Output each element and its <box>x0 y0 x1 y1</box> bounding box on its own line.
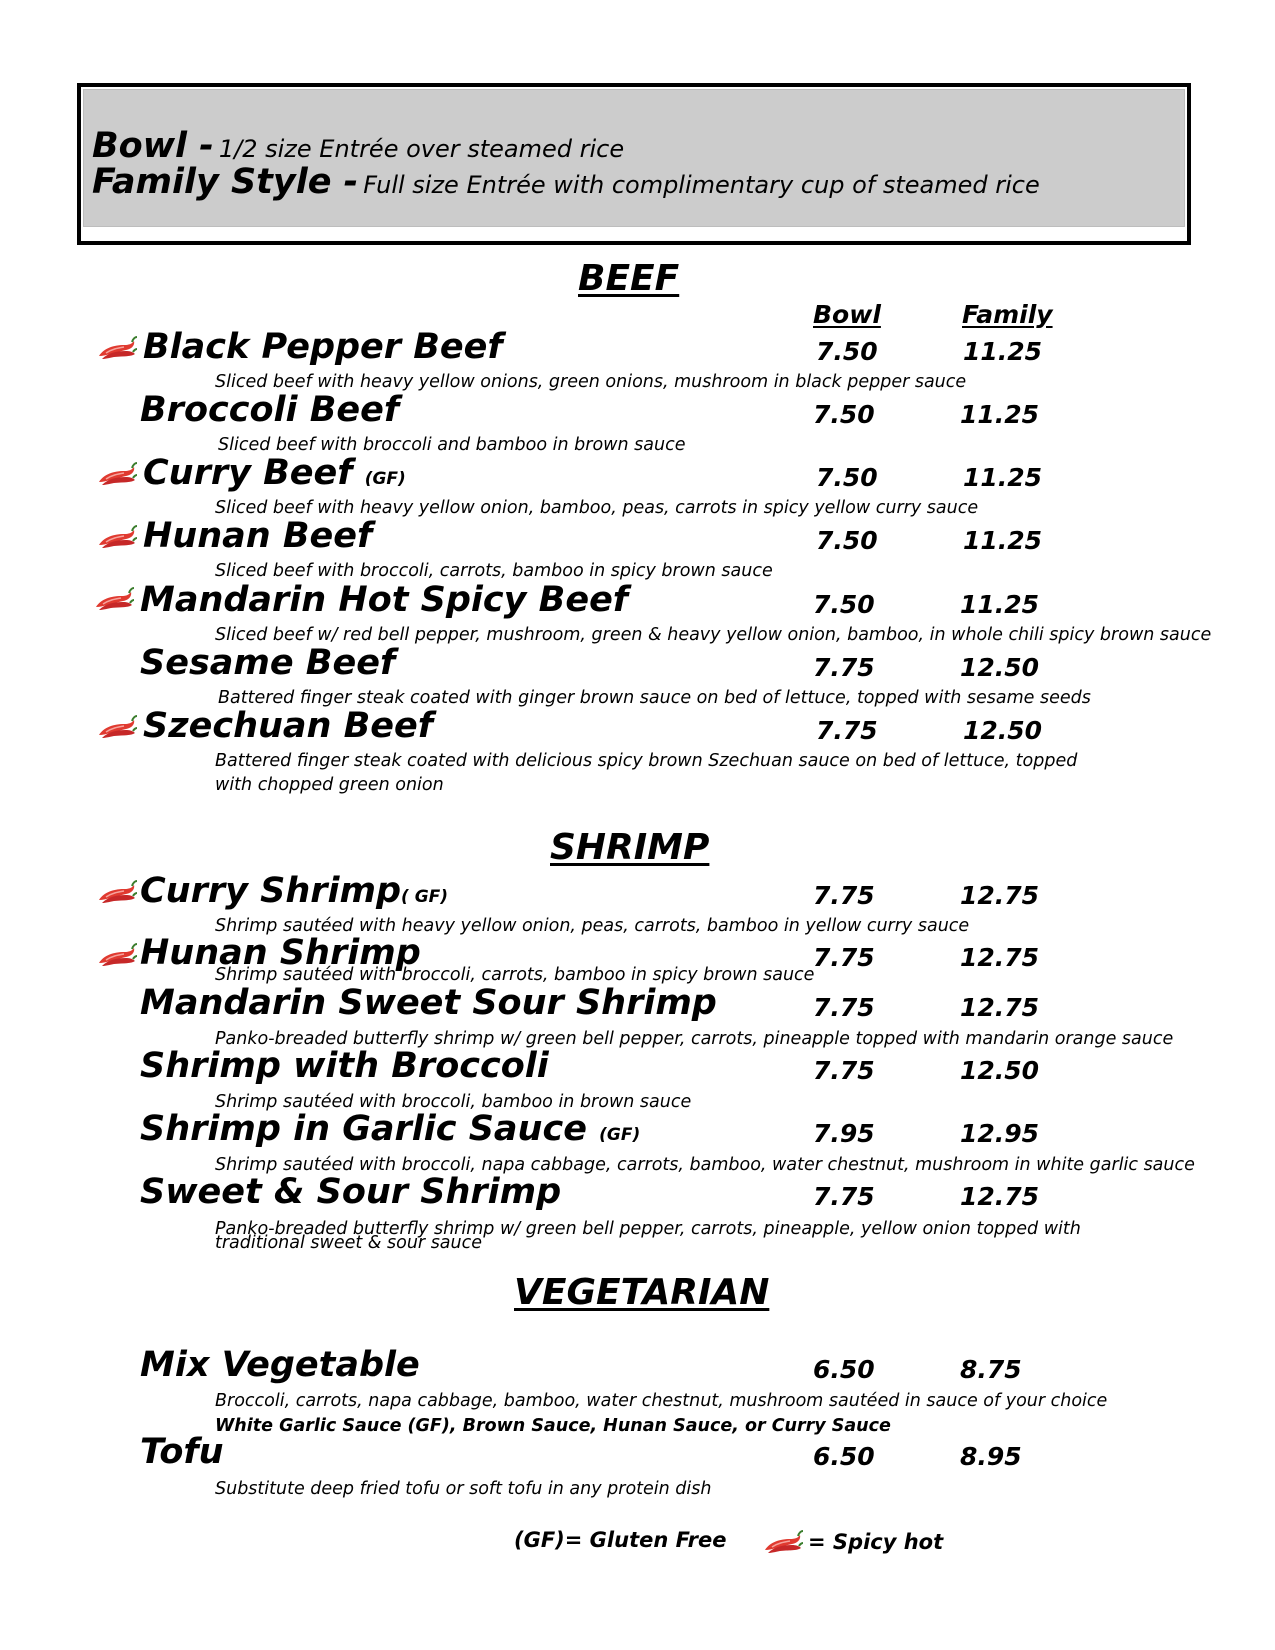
bowl-price: 6.50 <box>813 1355 875 1384</box>
item-name: Tofu <box>140 1432 224 1472</box>
family-price: 8.95 <box>960 1442 1022 1471</box>
sauce-options: White Garlic Sauce (GF), Brown Sauce, Hunan Sauce, or Curry Sauce <box>215 1416 891 1436</box>
bowl-price: 7.50 <box>813 590 875 619</box>
chili-pepper-icon <box>96 525 138 551</box>
item-description: Sliced beef with broccoli, carrots, bamboo in spicy brown sauce <box>215 561 773 581</box>
family-price: 11.25 <box>960 590 1040 619</box>
column-head-family: Family <box>962 300 1053 329</box>
item-description: Shrimp sautéed with broccoli, napa cabbage, carrots, bamboo, water chestnut, mushroom in white garlic sauce <box>215 1155 1195 1175</box>
bowl-price: 7.50 <box>816 337 878 366</box>
size-info-panel <box>83 89 1185 227</box>
item-name: Hunan Shrimp <box>140 933 421 973</box>
column-head-bowl: Bowl <box>813 300 881 329</box>
item-name <box>140 1109 640 1155</box>
item-description: Substitute deep fried tofu or soft tofu in any protein dish <box>215 1479 712 1499</box>
gluten-free-tag: (GF) <box>599 1125 641 1145</box>
gluten-free-tag: ( GF) <box>401 887 449 907</box>
item-name <box>143 453 406 499</box>
bowl-price: 7.75 <box>813 1182 875 1211</box>
chili-pepper-icon <box>93 587 135 613</box>
chili-pepper-icon <box>96 336 138 362</box>
bowl-price: 7.75 <box>816 716 878 745</box>
item-description: Battered finger steak coated with ginger brown sauce on bed of lettuce, topped with sesame seeds <box>218 688 1091 708</box>
family-price: 12.50 <box>960 653 1040 682</box>
item-description: Sliced beef with heavy yellow onion, bamboo, peas, carrots in spicy yellow curry sauce <box>215 498 979 518</box>
item-name: Black Pepper Beef <box>143 327 503 367</box>
section-title-shrimp: SHRIMP <box>550 827 710 868</box>
family-price: 8.75 <box>960 1355 1022 1384</box>
bowl-price: 7.75 <box>813 943 875 972</box>
bowl-price: 6.50 <box>813 1442 875 1471</box>
family-info <box>92 162 1040 202</box>
item-name: Shrimp with Broccoli <box>140 1046 549 1086</box>
item-name-text: Curry Shrimp <box>140 871 402 911</box>
item-name: Broccoli Beef <box>140 390 400 430</box>
item-name: Szechuan Beef <box>143 706 433 746</box>
family-price: 12.75 <box>960 993 1040 1022</box>
item-description: Battered finger steak coated with delicious spicy brown Szechuan sauce on bed of lettuce, topped with chopped green onion <box>215 751 1078 795</box>
family-price: 12.50 <box>960 1056 1040 1085</box>
item-description: Shrimp sautéed with heavy yellow onion, peas, carrots, bamboo in yellow curry sauce <box>215 916 970 936</box>
bowl-info <box>92 126 624 166</box>
item-description: Shrimp sautéed with broccoli, bamboo in brown sauce <box>215 1092 692 1112</box>
family-desc: Full size Entrée with complimentary cup of steamed rice <box>363 171 1040 199</box>
section-title-vegetarian: VEGETARIAN <box>514 1272 770 1313</box>
item-description: Broccoli, carrots, napa cabbage, bamboo, water chestnut, mushroom sautéed in sauce of your choice <box>215 1391 1108 1411</box>
bowl-title: Bowl - <box>92 126 214 166</box>
gluten-free-tag: (GF) <box>364 469 406 489</box>
item-name-text: Shrimp in Garlic Sauce <box>140 1109 587 1149</box>
spicy-legend: = Spicy hot <box>808 1530 944 1554</box>
bowl-price: 7.50 <box>816 526 878 555</box>
item-description: Sliced beef with broccoli and bamboo in brown sauce <box>218 435 686 455</box>
chili-pepper-icon <box>96 715 138 741</box>
chili-pepper-icon <box>96 943 138 969</box>
item-name: Sweet & Sour Shrimp <box>140 1172 562 1212</box>
item-description: Panko-breaded butterfly shrimp w/ green bell pepper, carrots, pineapple topped with mandarin orange sauce <box>215 1029 1174 1049</box>
bowl-price: 7.50 <box>813 400 875 429</box>
item-name <box>140 871 448 917</box>
chili-pepper-icon <box>96 880 138 906</box>
family-price: 12.50 <box>963 716 1043 745</box>
bowl-price: 7.95 <box>813 1119 875 1148</box>
bowl-price: 7.50 <box>816 463 878 492</box>
item-name: Mix Vegetable <box>140 1345 420 1385</box>
item-description: Panko-breaded butterfly shrimp w/ green bell pepper, carrots, pineapple, yellow onion topped with traditional sweet & sour sauce <box>215 1219 1081 1253</box>
bowl-price: 7.75 <box>813 881 875 910</box>
gluten-free-legend: (GF)= Gluten Free <box>514 1528 727 1552</box>
bowl-price: 7.75 <box>813 653 875 682</box>
chili-pepper-icon <box>762 1530 804 1556</box>
family-price: 12.75 <box>960 881 1040 910</box>
item-description: Shrimp sautéed with broccoli, carrots, bamboo in spicy brown sauce <box>215 965 815 985</box>
item-name: Mandarin Sweet Sour Shrimp <box>140 983 717 1023</box>
chili-pepper-icon <box>96 462 138 488</box>
item-name: Hunan Beef <box>143 516 373 556</box>
bowl-desc: 1/2 size Entrée over steamed rice <box>218 135 625 163</box>
family-price: 11.25 <box>963 337 1043 366</box>
size-info-box <box>77 83 1191 245</box>
family-price: 12.75 <box>960 943 1040 972</box>
family-price: 11.25 <box>963 526 1043 555</box>
item-description: Sliced beef w/ red bell pepper, mushroom, green & heavy yellow onion, bamboo, in whole chili spicy brown sauce <box>215 625 1212 645</box>
family-title: Family Style - <box>92 162 359 202</box>
item-description: Sliced beef with heavy yellow onions, green onions, mushroom in black pepper sauce <box>215 372 967 392</box>
bowl-price: 7.75 <box>813 1056 875 1085</box>
family-price: 11.25 <box>963 463 1043 492</box>
section-title-beef: BEEF <box>578 258 680 299</box>
family-price: 11.25 <box>960 400 1040 429</box>
item-name-text: Curry Beef <box>143 453 353 493</box>
bowl-price: 7.75 <box>813 993 875 1022</box>
family-price: 12.75 <box>960 1182 1040 1211</box>
family-price: 12.95 <box>960 1119 1040 1148</box>
item-name: Sesame Beef <box>140 643 396 683</box>
item-name: Mandarin Hot Spicy Beef <box>140 580 629 620</box>
